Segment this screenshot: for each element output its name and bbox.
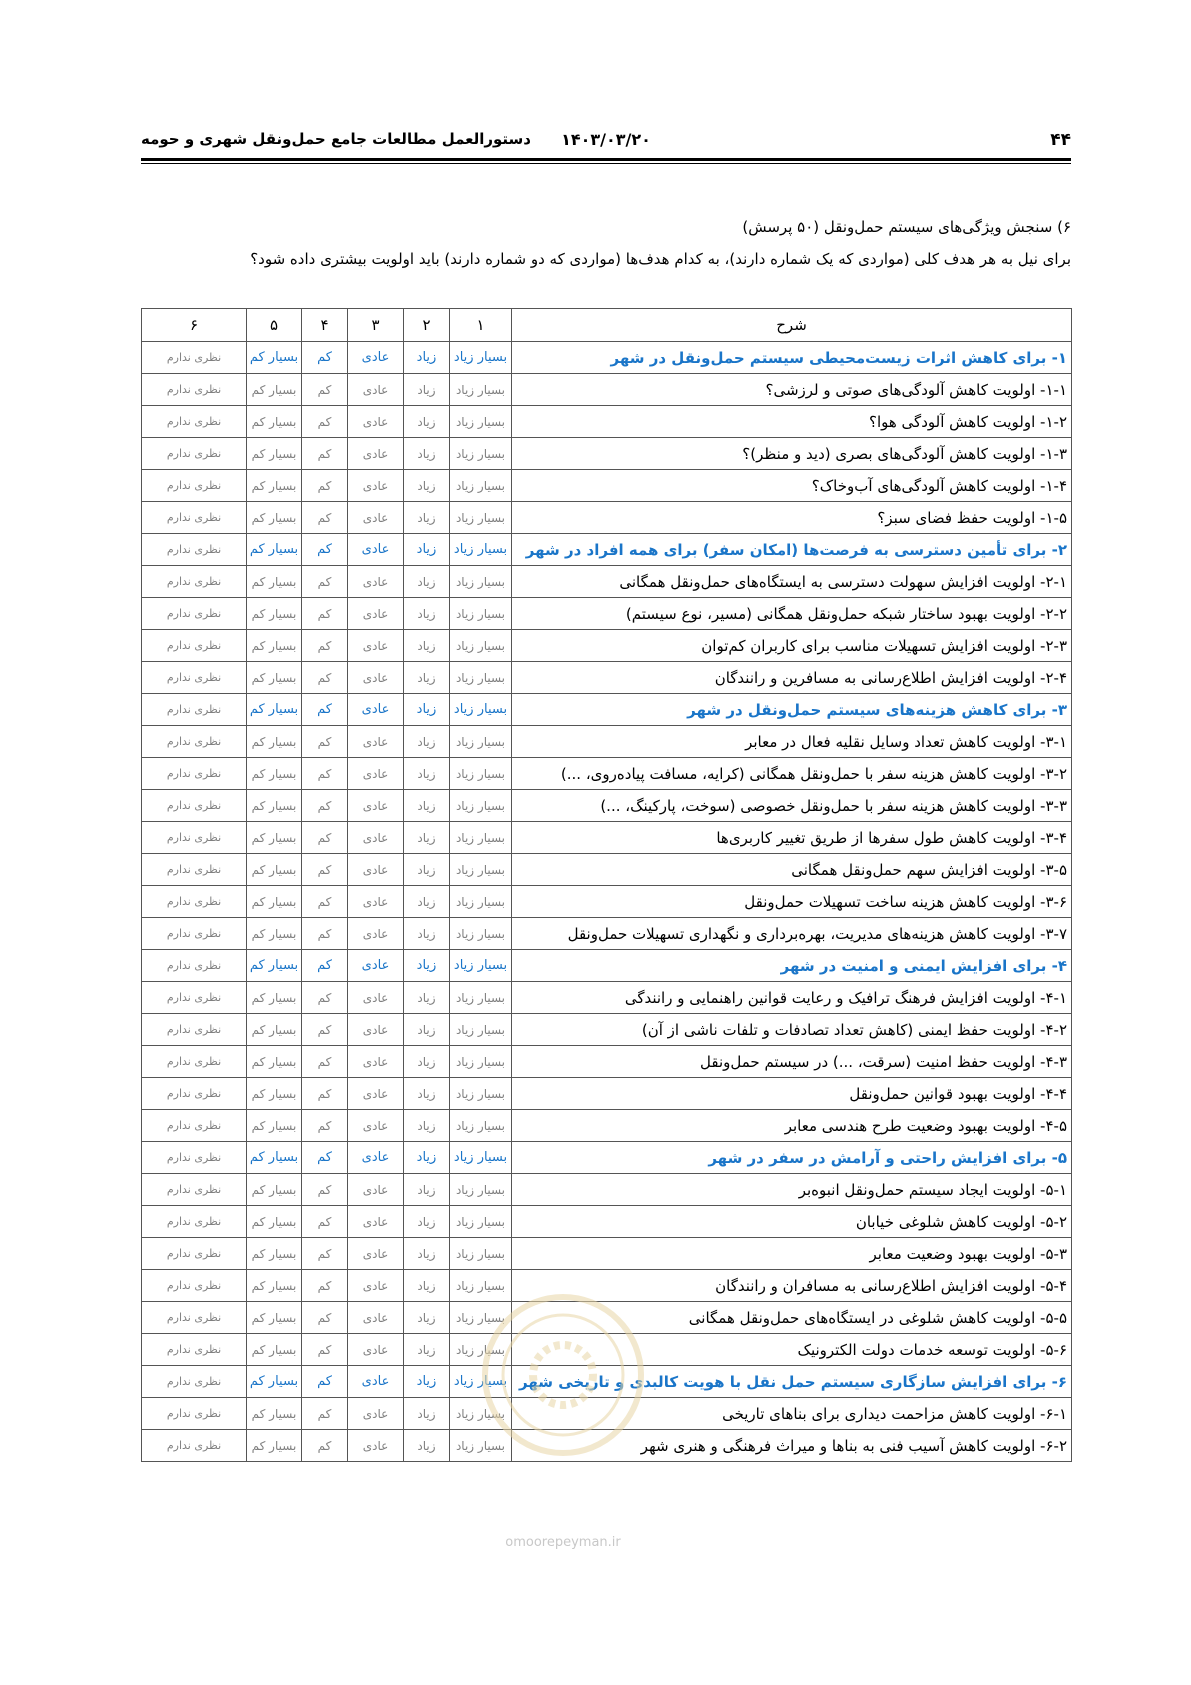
sub-goal-text: ۲-۱- اولویت افزایش سهولت دسترسی به ایستگاه‌های حمل‌ونقل همگانی bbox=[512, 566, 1072, 598]
header-rule-thin bbox=[141, 163, 1071, 164]
option-normal[interactable]: عادی bbox=[348, 630, 404, 662]
option-no-opinion[interactable]: نظری ندارم bbox=[142, 662, 247, 694]
header-col-4: ۴ bbox=[302, 309, 348, 342]
option-low[interactable]: کم bbox=[302, 374, 348, 406]
header-rule-thick bbox=[141, 158, 1071, 161]
option-very-low[interactable]: بسیار کم bbox=[247, 502, 302, 534]
table-row bbox=[142, 598, 1072, 630]
option-very-high[interactable]: بسیار زیاد bbox=[450, 1366, 512, 1398]
sub-goal-text: ۳-۵- اولویت افزایش سهم حمل‌ونقل همگانی bbox=[512, 854, 1072, 886]
option-normal[interactable]: عادی bbox=[348, 1366, 404, 1398]
option-no-opinion[interactable]: نظری ندارم bbox=[142, 1238, 247, 1270]
option-low[interactable]: کم bbox=[302, 1398, 348, 1430]
option-low[interactable]: کم bbox=[302, 1270, 348, 1302]
option-high[interactable]: زیاد bbox=[404, 342, 450, 374]
option-normal[interactable]: عادی bbox=[348, 374, 404, 406]
option-high[interactable]: زیاد bbox=[404, 758, 450, 790]
option-normal[interactable]: عادی bbox=[348, 918, 404, 950]
table-row bbox=[142, 374, 1072, 406]
header-col-3: ۳ bbox=[348, 309, 404, 342]
option-very-high[interactable]: بسیار زیاد bbox=[450, 758, 512, 790]
option-normal[interactable]: عادی bbox=[348, 1430, 404, 1462]
option-normal[interactable]: عادی bbox=[348, 694, 404, 726]
option-no-opinion[interactable]: نظری ندارم bbox=[142, 1270, 247, 1302]
header-col-6: ۶ bbox=[142, 309, 247, 342]
option-very-high[interactable]: بسیار زیاد bbox=[450, 1206, 512, 1238]
option-no-opinion[interactable]: نظری ندارم bbox=[142, 1398, 247, 1430]
option-very-low[interactable]: بسیار کم bbox=[247, 1302, 302, 1334]
option-low[interactable]: کم bbox=[302, 438, 348, 470]
option-high[interactable]: زیاد bbox=[404, 438, 450, 470]
watermark-text: omoorepeyman.ir bbox=[505, 1535, 621, 1550]
option-normal[interactable]: عادی bbox=[348, 470, 404, 502]
option-no-opinion[interactable]: نظری ندارم bbox=[142, 470, 247, 502]
option-low[interactable]: کم bbox=[302, 1430, 348, 1462]
option-high[interactable]: زیاد bbox=[404, 374, 450, 406]
option-no-opinion[interactable]: نظری ندارم bbox=[142, 950, 247, 982]
option-no-opinion[interactable]: نظری ندارم bbox=[142, 406, 247, 438]
option-no-opinion[interactable]: نظری ندارم bbox=[142, 342, 247, 374]
option-very-high[interactable]: بسیار زیاد bbox=[450, 502, 512, 534]
table-row bbox=[142, 726, 1072, 758]
option-high[interactable]: زیاد bbox=[404, 598, 450, 630]
option-high[interactable]: زیاد bbox=[404, 534, 450, 566]
option-very-low[interactable]: بسیار کم bbox=[247, 374, 302, 406]
option-no-opinion[interactable]: نظری ندارم bbox=[142, 1334, 247, 1366]
option-normal[interactable]: عادی bbox=[348, 822, 404, 854]
table-row bbox=[142, 406, 1072, 438]
option-very-high[interactable]: بسیار زیاد bbox=[450, 470, 512, 502]
sub-goal-text: ۴-۲- اولویت حفظ ایمنی (کاهش تعداد تصادفات و تلفات ناشی از آن) bbox=[512, 1014, 1072, 1046]
table-row bbox=[142, 1110, 1072, 1142]
option-very-low[interactable]: بسیار کم bbox=[247, 982, 302, 1014]
section-row bbox=[142, 342, 1072, 374]
option-no-opinion[interactable]: نظری ندارم bbox=[142, 534, 247, 566]
option-low[interactable]: کم bbox=[302, 1366, 348, 1398]
option-no-opinion[interactable]: نظری ندارم bbox=[142, 502, 247, 534]
sub-goal-text: ۵-۱- اولویت ایجاد سیستم حمل‌ونقل انبوه‌بر bbox=[512, 1174, 1072, 1206]
option-low[interactable]: کم bbox=[302, 1174, 348, 1206]
table-header-row bbox=[142, 309, 1072, 342]
option-normal[interactable]: عادی bbox=[348, 438, 404, 470]
table-row bbox=[142, 918, 1072, 950]
option-low[interactable]: کم bbox=[302, 854, 348, 886]
option-very-low[interactable]: بسیار کم bbox=[247, 790, 302, 822]
option-no-opinion[interactable]: نظری ندارم bbox=[142, 1174, 247, 1206]
document-title: دستورالعمل مطالعات جامع حمل‌ونقل شهری و حومه bbox=[141, 130, 531, 148]
option-high[interactable]: زیاد bbox=[404, 1046, 450, 1078]
table-row bbox=[142, 982, 1072, 1014]
table-row bbox=[142, 1238, 1072, 1270]
table-row bbox=[142, 502, 1072, 534]
table-row bbox=[142, 886, 1072, 918]
option-very-low[interactable]: بسیار کم bbox=[247, 1238, 302, 1270]
option-normal[interactable]: عادی bbox=[348, 1078, 404, 1110]
sub-goal-text: ۴-۱- اولویت افزایش فرهنگ ترافیک و رعایت قوانین راهنمایی و رانندگی bbox=[512, 982, 1072, 1014]
option-no-opinion[interactable]: نظری ندارم bbox=[142, 1302, 247, 1334]
option-no-opinion[interactable]: نظری ندارم bbox=[142, 438, 247, 470]
question-text: برای نیل به هر هدف کلی (مواردی که یک شماره دارند)، به کدام هدف‌ها (مواردی که دو شماره دارند) باید اولویت بیشتری داده شود؟ bbox=[250, 250, 1071, 268]
option-very-high[interactable]: بسیار زیاد bbox=[450, 566, 512, 598]
section-goal-text: ۴- برای افزایش ایمنی و امنیت در شهر bbox=[512, 950, 1072, 982]
option-no-opinion[interactable]: نظری ندارم bbox=[142, 1366, 247, 1398]
sub-goal-text: ۶-۲- اولویت کاهش آسیب فنی به بناها و میراث فرهنگی و هنری شهر bbox=[512, 1430, 1072, 1462]
option-low[interactable]: کم bbox=[302, 534, 348, 566]
option-very-high[interactable]: بسیار زیاد bbox=[450, 598, 512, 630]
option-very-high[interactable]: بسیار زیاد bbox=[450, 342, 512, 374]
option-very-low[interactable]: بسیار کم bbox=[247, 1366, 302, 1398]
page-number: ۴۴ bbox=[1050, 130, 1071, 150]
option-no-opinion[interactable]: نظری ندارم bbox=[142, 790, 247, 822]
option-low[interactable]: کم bbox=[302, 1206, 348, 1238]
option-very-low[interactable]: بسیار کم bbox=[247, 918, 302, 950]
table-row bbox=[142, 566, 1072, 598]
option-normal[interactable]: عادی bbox=[348, 854, 404, 886]
option-very-low[interactable]: بسیار کم bbox=[247, 1398, 302, 1430]
table-row bbox=[142, 630, 1072, 662]
option-very-low[interactable]: بسیار کم bbox=[247, 1110, 302, 1142]
option-normal[interactable]: عادی bbox=[348, 1270, 404, 1302]
option-very-low[interactable]: بسیار کم bbox=[247, 1174, 302, 1206]
option-normal[interactable]: عادی bbox=[348, 1206, 404, 1238]
sub-goal-text: ۲-۴- اولویت افزایش اطلاع‌رسانی به مسافرین و رانندگان bbox=[512, 662, 1072, 694]
option-no-opinion[interactable]: نظری ندارم bbox=[142, 982, 247, 1014]
option-very-high[interactable]: بسیار زیاد bbox=[450, 694, 512, 726]
option-high[interactable]: زیاد bbox=[404, 502, 450, 534]
option-very-low[interactable]: بسیار کم bbox=[247, 758, 302, 790]
header-col-2: ۲ bbox=[404, 309, 450, 342]
option-very-low[interactable]: بسیار کم bbox=[247, 566, 302, 598]
option-very-high[interactable]: بسیار زیاد bbox=[450, 1334, 512, 1366]
sub-goal-text: ۴-۵- اولویت بهبود وضعیت طرح هندسی معابر bbox=[512, 1110, 1072, 1142]
option-normal[interactable]: عادی bbox=[348, 406, 404, 438]
option-no-opinion[interactable]: نظری ندارم bbox=[142, 854, 247, 886]
option-high[interactable]: زیاد bbox=[404, 1302, 450, 1334]
option-high[interactable]: زیاد bbox=[404, 1270, 450, 1302]
table-row bbox=[142, 758, 1072, 790]
option-high[interactable]: زیاد bbox=[404, 822, 450, 854]
option-very-high[interactable]: بسیار زیاد bbox=[450, 438, 512, 470]
option-low[interactable]: کم bbox=[302, 758, 348, 790]
sub-goal-text: ۳-۲- اولویت کاهش هزینه سفر با حمل‌ونقل همگانی (کرایه، مسافت پیاده‌روی، ...) bbox=[512, 758, 1072, 790]
option-very-low[interactable]: بسیار کم bbox=[247, 470, 302, 502]
option-low[interactable]: کم bbox=[302, 822, 348, 854]
option-very-high[interactable]: بسیار زیاد bbox=[450, 1110, 512, 1142]
section-goal-text: ۳- برای کاهش هزینه‌های سیستم حمل‌ونقل در شهر bbox=[512, 694, 1072, 726]
option-high[interactable]: زیاد bbox=[404, 1142, 450, 1174]
option-low[interactable]: کم bbox=[302, 982, 348, 1014]
option-low[interactable]: کم bbox=[302, 1334, 348, 1366]
option-very-high[interactable]: بسیار زیاد bbox=[450, 950, 512, 982]
option-high[interactable]: زیاد bbox=[404, 1078, 450, 1110]
option-very-low[interactable]: بسیار کم bbox=[247, 1046, 302, 1078]
priority-table bbox=[141, 308, 1072, 1462]
option-high[interactable]: زیاد bbox=[404, 1430, 450, 1462]
option-high[interactable]: زیاد bbox=[404, 950, 450, 982]
section-row bbox=[142, 694, 1072, 726]
section-goal-text: ۲- برای تأمین دسترسی به فرصت‌ها (امکان سفر) برای همه افراد در شهر bbox=[512, 534, 1072, 566]
sub-goal-text: ۶-۱- اولویت کاهش مزاحمت دیداری برای بناهای تاریخی bbox=[512, 1398, 1072, 1430]
option-low[interactable]: کم bbox=[302, 598, 348, 630]
sub-goal-text: ۳-۴- اولویت کاهش طول سفرها از طریق تغییر کاربری‌ها bbox=[512, 822, 1072, 854]
option-low[interactable]: کم bbox=[302, 1014, 348, 1046]
option-very-high[interactable]: بسیار زیاد bbox=[450, 1430, 512, 1462]
option-very-high[interactable]: بسیار زیاد bbox=[450, 982, 512, 1014]
option-high[interactable]: زیاد bbox=[404, 1206, 450, 1238]
option-low[interactable]: کم bbox=[302, 1110, 348, 1142]
sub-goal-text: ۵-۴- اولویت افزایش اطلاع‌رسانی به مسافران و رانندگان bbox=[512, 1270, 1072, 1302]
option-very-low[interactable]: بسیار کم bbox=[247, 694, 302, 726]
watermark-logo bbox=[478, 1290, 648, 1460]
option-high[interactable]: زیاد bbox=[404, 886, 450, 918]
table-row bbox=[142, 790, 1072, 822]
option-high[interactable]: زیاد bbox=[404, 1174, 450, 1206]
sub-goal-text: ۵-۶- اولویت توسعه خدمات دولت الکترونیک bbox=[512, 1334, 1072, 1366]
option-very-low[interactable]: بسیار کم bbox=[247, 598, 302, 630]
header-date: ۱۴۰۳/۰۳/۲۰ bbox=[561, 130, 651, 149]
sub-goal-text: ۲-۳- اولویت افزایش تسهیلات مناسب برای کاربران کم‌توان bbox=[512, 630, 1072, 662]
option-very-high[interactable]: بسیار زیاد bbox=[450, 1078, 512, 1110]
option-very-high[interactable]: بسیار زیاد bbox=[450, 918, 512, 950]
option-high[interactable]: زیاد bbox=[404, 918, 450, 950]
option-no-opinion[interactable]: نظری ندارم bbox=[142, 758, 247, 790]
option-very-low[interactable]: بسیار کم bbox=[247, 1270, 302, 1302]
option-very-low[interactable]: بسیار کم bbox=[247, 1430, 302, 1462]
option-normal[interactable]: عادی bbox=[348, 1014, 404, 1046]
option-very-low[interactable]: بسیار کم bbox=[247, 534, 302, 566]
option-low[interactable]: کم bbox=[302, 406, 348, 438]
option-high[interactable]: زیاد bbox=[404, 790, 450, 822]
option-low[interactable]: کم bbox=[302, 918, 348, 950]
option-very-high[interactable]: بسیار زیاد bbox=[450, 406, 512, 438]
header-col-1: ۱ bbox=[450, 309, 512, 342]
option-very-low[interactable]: بسیار کم bbox=[247, 1334, 302, 1366]
option-no-opinion[interactable]: نظری ندارم bbox=[142, 598, 247, 630]
option-very-low[interactable]: بسیار کم bbox=[247, 630, 302, 662]
option-no-opinion[interactable]: نظری ندارم bbox=[142, 1078, 247, 1110]
option-very-high[interactable]: بسیار زیاد bbox=[450, 822, 512, 854]
option-low[interactable]: کم bbox=[302, 950, 348, 982]
table-row bbox=[142, 1078, 1072, 1110]
section-goal-text: ۱- برای کاهش اثرات زیست‌محیطی سیستم حمل‌ونقل در شهر bbox=[512, 342, 1072, 374]
page-header bbox=[141, 130, 1071, 156]
sub-goal-text: ۵-۲- اولویت کاهش شلوغی خیابان bbox=[512, 1206, 1072, 1238]
sub-goal-text: ۵-۵- اولویت کاهش شلوغی در ایستگاه‌های حمل‌ونقل همگانی bbox=[512, 1302, 1072, 1334]
option-high[interactable]: زیاد bbox=[404, 470, 450, 502]
option-no-opinion[interactable]: نظری ندارم bbox=[142, 1430, 247, 1462]
option-very-high[interactable]: بسیار زیاد bbox=[450, 1046, 512, 1078]
option-normal[interactable]: عادی bbox=[348, 502, 404, 534]
option-very-high[interactable]: بسیار زیاد bbox=[450, 1238, 512, 1270]
option-very-high[interactable]: بسیار زیاد bbox=[450, 1270, 512, 1302]
table-row bbox=[142, 662, 1072, 694]
option-very-high[interactable]: بسیار زیاد bbox=[450, 790, 512, 822]
option-normal[interactable]: عادی bbox=[348, 534, 404, 566]
option-normal[interactable]: عادی bbox=[348, 982, 404, 1014]
option-very-low[interactable]: بسیار کم bbox=[247, 854, 302, 886]
option-normal[interactable]: عادی bbox=[348, 1110, 404, 1142]
option-high[interactable]: زیاد bbox=[404, 1014, 450, 1046]
option-very-low[interactable]: بسیار کم bbox=[247, 726, 302, 758]
option-normal[interactable]: عادی bbox=[348, 1046, 404, 1078]
option-no-opinion[interactable]: نظری ندارم bbox=[142, 1014, 247, 1046]
option-no-opinion[interactable]: نظری ندارم bbox=[142, 630, 247, 662]
option-no-opinion[interactable]: نظری ندارم bbox=[142, 1046, 247, 1078]
option-normal[interactable]: عادی bbox=[348, 1174, 404, 1206]
sub-goal-text: ۳-۶- اولویت کاهش هزینه ساخت تسهیلات حمل‌ونقل bbox=[512, 886, 1072, 918]
table-row bbox=[142, 822, 1072, 854]
option-high[interactable]: زیاد bbox=[404, 1334, 450, 1366]
sub-goal-text: ۴-۳- اولویت حفظ امنیت (سرقت، ...) در سیستم حمل‌ونقل bbox=[512, 1046, 1072, 1078]
option-normal[interactable]: عادی bbox=[348, 342, 404, 374]
table-row bbox=[142, 1206, 1072, 1238]
option-normal[interactable]: عادی bbox=[348, 1142, 404, 1174]
option-low[interactable]: کم bbox=[302, 566, 348, 598]
option-no-opinion[interactable]: نظری ندارم bbox=[142, 566, 247, 598]
option-low[interactable]: کم bbox=[302, 630, 348, 662]
option-very-low[interactable]: بسیار کم bbox=[247, 406, 302, 438]
option-high[interactable]: زیاد bbox=[404, 694, 450, 726]
option-high[interactable]: زیاد bbox=[404, 1366, 450, 1398]
option-low[interactable]: کم bbox=[302, 694, 348, 726]
option-very-low[interactable]: بسیار کم bbox=[247, 438, 302, 470]
option-very-high[interactable]: بسیار زیاد bbox=[450, 1142, 512, 1174]
option-very-low[interactable]: بسیار کم bbox=[247, 1078, 302, 1110]
option-normal[interactable]: عادی bbox=[348, 758, 404, 790]
option-low[interactable]: کم bbox=[302, 1078, 348, 1110]
option-very-high[interactable]: بسیار زیاد bbox=[450, 726, 512, 758]
option-very-high[interactable]: بسیار زیاد bbox=[450, 1174, 512, 1206]
sub-goal-text: ۳-۱- اولویت کاهش تعداد وسایل نقلیه فعال در معابر bbox=[512, 726, 1072, 758]
option-low[interactable]: کم bbox=[302, 502, 348, 534]
option-very-high[interactable]: بسیار زیاد bbox=[450, 374, 512, 406]
option-no-opinion[interactable]: نظری ندارم bbox=[142, 694, 247, 726]
option-high[interactable]: زیاد bbox=[404, 662, 450, 694]
option-low[interactable]: کم bbox=[302, 790, 348, 822]
option-no-opinion[interactable]: نظری ندارم bbox=[142, 822, 247, 854]
option-high[interactable]: زیاد bbox=[404, 982, 450, 1014]
option-very-low[interactable]: بسیار کم bbox=[247, 1014, 302, 1046]
option-high[interactable]: زیاد bbox=[404, 1110, 450, 1142]
sub-goal-text: ۲-۲- اولویت بهبود ساختار شبکه حمل‌ونقل همگانی (مسیر، نوع سیستم) bbox=[512, 598, 1072, 630]
option-high[interactable]: زیاد bbox=[404, 566, 450, 598]
option-very-low[interactable]: بسیار کم bbox=[247, 662, 302, 694]
sub-goal-text: ۱-۵- اولویت حفظ فضای سبز؟ bbox=[512, 502, 1072, 534]
sub-goal-text: ۵-۳- اولویت بهبود وضعیت معابر bbox=[512, 1238, 1072, 1270]
option-high[interactable]: زیاد bbox=[404, 630, 450, 662]
option-very-high[interactable]: بسیار زیاد bbox=[450, 886, 512, 918]
option-no-opinion[interactable]: نظری ندارم bbox=[142, 1110, 247, 1142]
option-normal[interactable]: عادی bbox=[348, 1302, 404, 1334]
option-no-opinion[interactable]: نظری ندارم bbox=[142, 918, 247, 950]
option-very-high[interactable]: بسیار زیاد bbox=[450, 534, 512, 566]
option-very-low[interactable]: بسیار کم bbox=[247, 822, 302, 854]
option-low[interactable]: کم bbox=[302, 1046, 348, 1078]
option-very-high[interactable]: بسیار زیاد bbox=[450, 662, 512, 694]
option-high[interactable]: زیاد bbox=[404, 854, 450, 886]
option-very-high[interactable]: بسیار زیاد bbox=[450, 1014, 512, 1046]
option-high[interactable]: زیاد bbox=[404, 726, 450, 758]
option-no-opinion[interactable]: نظری ندارم bbox=[142, 886, 247, 918]
table-row bbox=[142, 1046, 1072, 1078]
option-low[interactable]: کم bbox=[302, 470, 348, 502]
option-very-low[interactable]: بسیار کم bbox=[247, 886, 302, 918]
option-low[interactable]: کم bbox=[302, 726, 348, 758]
option-very-high[interactable]: بسیار زیاد bbox=[450, 630, 512, 662]
option-no-opinion[interactable]: نظری ندارم bbox=[142, 1142, 247, 1174]
option-very-low[interactable]: بسیار کم bbox=[247, 950, 302, 982]
section-title: ۶) سنجش ویژگی‌های سیستم حمل‌ونقل (۵۰ پرسش) bbox=[742, 218, 1071, 236]
option-no-opinion[interactable]: نظری ندارم bbox=[142, 1206, 247, 1238]
option-low[interactable]: کم bbox=[302, 342, 348, 374]
sub-goal-text: ۱-۳- اولویت کاهش آلودگی‌های بصری (دید و منظر)؟ bbox=[512, 438, 1072, 470]
option-high[interactable]: زیاد bbox=[404, 406, 450, 438]
option-normal[interactable]: عادی bbox=[348, 566, 404, 598]
sub-goal-text: ۳-۳- اولویت کاهش هزینه سفر با حمل‌ونقل خصوصی (سوخت، پارکینگ، ...) bbox=[512, 790, 1072, 822]
sub-goal-text: ۴-۴- اولویت بهبود قوانین حمل‌ونقل bbox=[512, 1078, 1072, 1110]
option-low[interactable]: کم bbox=[302, 1142, 348, 1174]
option-no-opinion[interactable]: نظری ندارم bbox=[142, 726, 247, 758]
option-low[interactable]: کم bbox=[302, 662, 348, 694]
option-normal[interactable]: عادی bbox=[348, 1238, 404, 1270]
option-high[interactable]: زیاد bbox=[404, 1238, 450, 1270]
sub-goal-text: ۱-۴- اولویت کاهش آلودگی‌های آب‌وخاک؟ bbox=[512, 470, 1072, 502]
option-normal[interactable]: عادی bbox=[348, 726, 404, 758]
option-normal[interactable]: عادی bbox=[348, 1334, 404, 1366]
option-very-low[interactable]: بسیار کم bbox=[247, 1142, 302, 1174]
section-row bbox=[142, 1142, 1072, 1174]
option-low[interactable]: کم bbox=[302, 1238, 348, 1270]
section-goal-text: ۶- برای افزایش سازگاری سیستم حمل نقل با هویت کالبدی و تاریخی شهر bbox=[512, 1366, 1072, 1398]
option-very-low[interactable]: بسیار کم bbox=[247, 342, 302, 374]
option-very-high[interactable]: بسیار زیاد bbox=[450, 1302, 512, 1334]
section-goal-text: ۵- برای افزایش راحتی و آرامش در سفر در شهر bbox=[512, 1142, 1072, 1174]
section-row bbox=[142, 534, 1072, 566]
option-no-opinion[interactable]: نظری ندارم bbox=[142, 374, 247, 406]
table-row bbox=[142, 1174, 1072, 1206]
option-normal[interactable]: عادی bbox=[348, 950, 404, 982]
option-normal[interactable]: عادی bbox=[348, 886, 404, 918]
option-normal[interactable]: عادی bbox=[348, 598, 404, 630]
option-low[interactable]: کم bbox=[302, 886, 348, 918]
option-normal[interactable]: عادی bbox=[348, 662, 404, 694]
option-very-low[interactable]: بسیار کم bbox=[247, 1206, 302, 1238]
option-normal[interactable]: عادی bbox=[348, 1398, 404, 1430]
option-very-high[interactable]: بسیار زیاد bbox=[450, 854, 512, 886]
sub-goal-text: ۱-۲- اولویت کاهش آلودگی هوا؟ bbox=[512, 406, 1072, 438]
option-low[interactable]: کم bbox=[302, 1302, 348, 1334]
header-description: شرح bbox=[512, 309, 1072, 342]
option-high[interactable]: زیاد bbox=[404, 1398, 450, 1430]
option-normal[interactable]: عادی bbox=[348, 790, 404, 822]
table-row bbox=[142, 854, 1072, 886]
option-very-high[interactable]: بسیار زیاد bbox=[450, 1398, 512, 1430]
table-row bbox=[142, 438, 1072, 470]
header-col-5: ۵ bbox=[247, 309, 302, 342]
sub-goal-text: ۱-۱- اولویت کاهش آلودگی‌های صوتی و لرزشی؟ bbox=[512, 374, 1072, 406]
table-row bbox=[142, 1014, 1072, 1046]
sub-goal-text: ۳-۷- اولویت کاهش هزینه‌های مدیریت، بهره‌برداری و نگهداری تسهیلات حمل‌ونقل bbox=[512, 918, 1072, 950]
section-row bbox=[142, 950, 1072, 982]
table-row bbox=[142, 470, 1072, 502]
